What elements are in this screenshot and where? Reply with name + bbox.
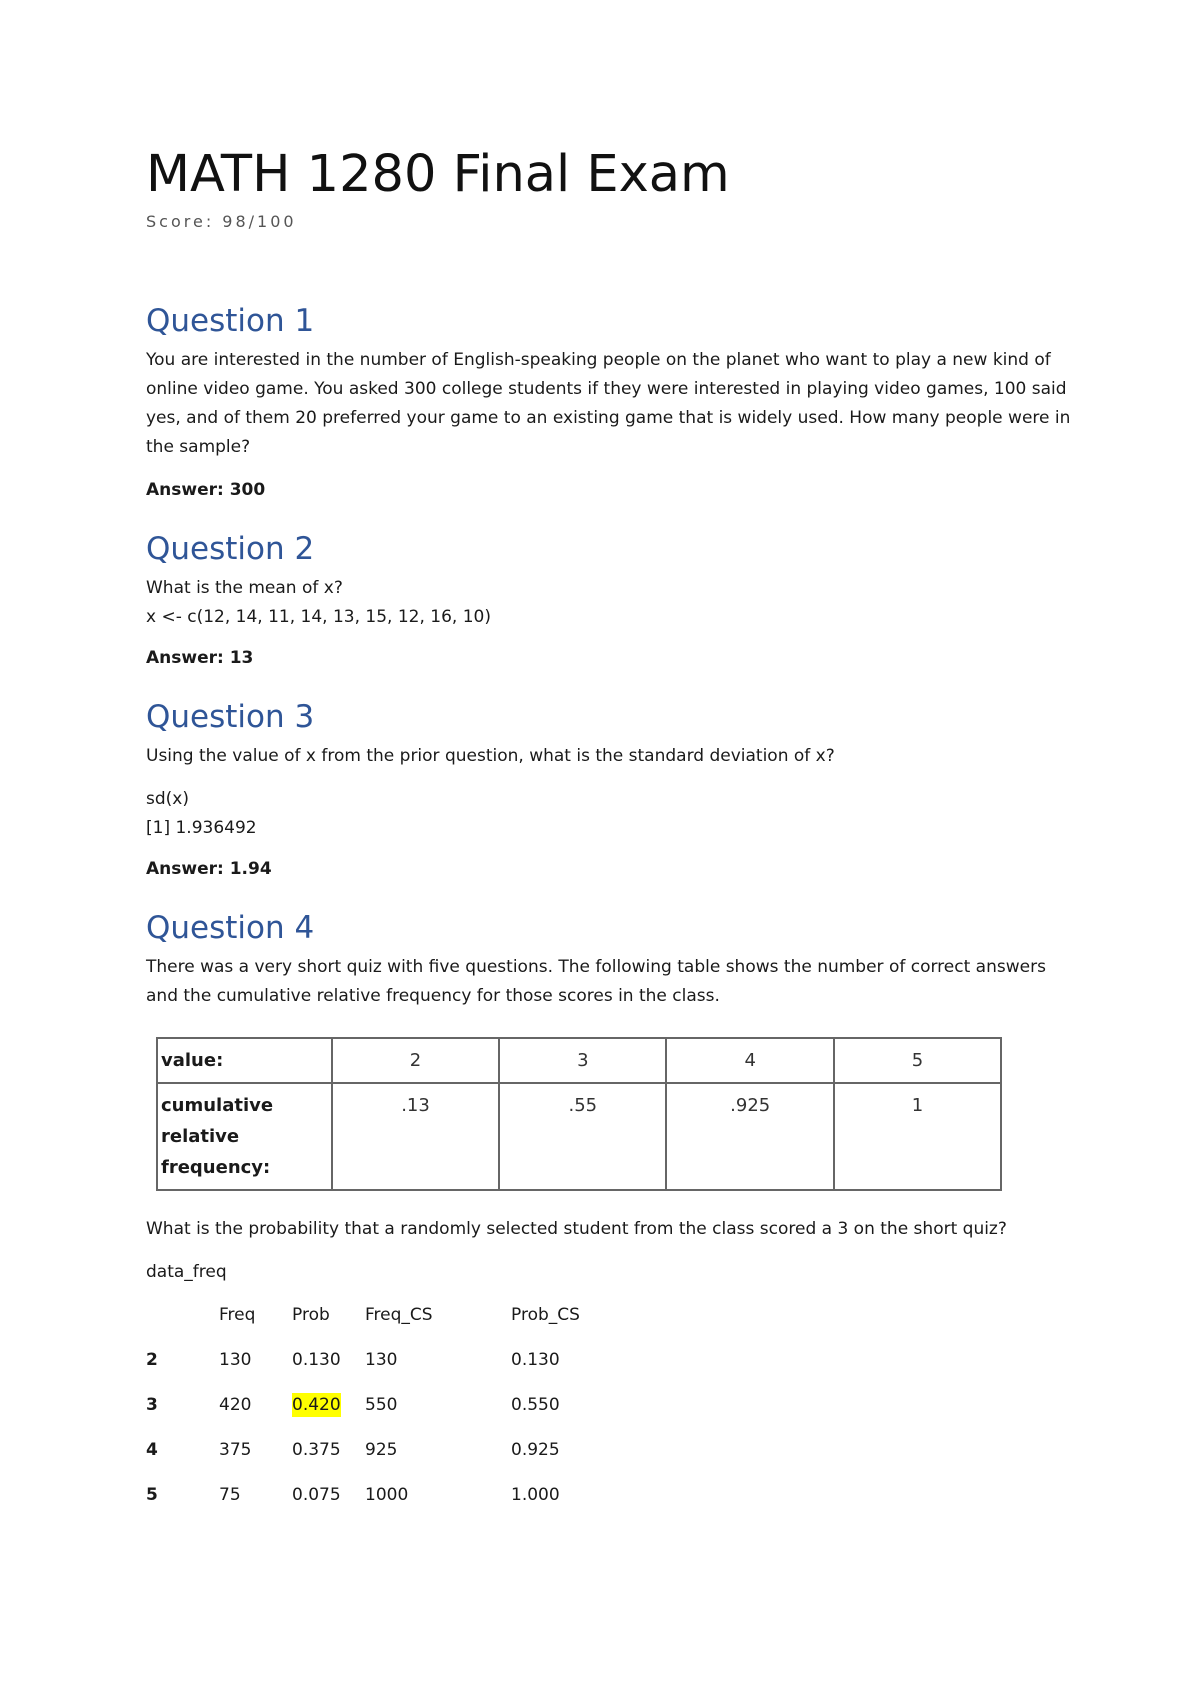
table-cell: 2 bbox=[332, 1038, 499, 1083]
score-line: Score: 98/100 bbox=[146, 212, 297, 231]
question-3-answer: Answer: 1.94 bbox=[146, 859, 272, 879]
row-label: 3 bbox=[146, 1395, 158, 1415]
cell: 1000 bbox=[365, 1485, 409, 1505]
question-3-text: Using the value of x from the prior question, what is the standard deviation of x? bbox=[146, 746, 835, 766]
table-row bbox=[157, 1038, 1001, 1083]
table-cell: .925 bbox=[666, 1083, 834, 1190]
exam-page bbox=[146, 144, 1076, 1528]
row-label: 4 bbox=[146, 1440, 158, 1460]
column-header: Freq bbox=[219, 1305, 256, 1325]
data-frame-row bbox=[146, 1393, 1076, 1438]
cell: 0.925 bbox=[511, 1440, 560, 1460]
table-cell: 1 bbox=[834, 1083, 1001, 1190]
cell: 0.075 bbox=[292, 1485, 341, 1505]
cell: 420 bbox=[219, 1395, 252, 1415]
question-4-text: There was a very short quiz with five questions. The following table shows the number of correct answers and the cumulative relative frequency for those scores in the class. bbox=[146, 957, 1046, 1006]
cell: 375 bbox=[219, 1440, 252, 1460]
data-frame-name: data_freq bbox=[146, 1262, 227, 1282]
table-cell: .13 bbox=[332, 1083, 499, 1190]
table-cell: 4 bbox=[666, 1038, 834, 1083]
cell: 75 bbox=[219, 1485, 241, 1505]
question-1-heading: Question 1 bbox=[146, 303, 315, 339]
cell: 1.000 bbox=[511, 1485, 560, 1505]
question-2-text: What is the mean of x? bbox=[146, 578, 343, 598]
cell: 0.130 bbox=[511, 1350, 560, 1370]
question-4-prompt: What is the probability that a randomly selected student from the class scored a 3 on the short quiz? bbox=[146, 1219, 1007, 1239]
table-cell: .55 bbox=[499, 1083, 666, 1190]
table-cell: 3 bbox=[499, 1038, 666, 1083]
data-frame-output bbox=[146, 1303, 1076, 1528]
highlighted-answer-cell: 0.420 bbox=[292, 1395, 341, 1415]
page-title: MATH 1280 Final Exam bbox=[146, 145, 730, 204]
data-frame-header bbox=[146, 1303, 1076, 1348]
row-label: 2 bbox=[146, 1350, 158, 1370]
cumulative-frequency-table bbox=[156, 1037, 1002, 1191]
question-1-text: You are interested in the number of English-speaking people on the planet who want to play a new kind of online video game. You asked 300 college students if they were interested in playing video games, 100 said yes, and of them 20 preferred your game to an existing game that is widely used. How many people were in the sample? bbox=[146, 350, 1071, 457]
question-2-code: x <- c(12, 14, 11, 14, 13, 15, 12, 16, 10) bbox=[146, 607, 492, 627]
question-4-heading: Question 4 bbox=[146, 910, 315, 946]
question-3-code-1: sd(x) bbox=[146, 789, 189, 809]
table-row-label: cumulative relative frequency: bbox=[157, 1083, 332, 1190]
question-3-code-2: [1] 1.936492 bbox=[146, 818, 257, 838]
table-row bbox=[157, 1083, 1001, 1190]
column-header: Freq_CS bbox=[365, 1305, 433, 1325]
cell: 0.550 bbox=[511, 1395, 560, 1415]
question-2-answer: Answer: 13 bbox=[146, 648, 254, 668]
row-label: 5 bbox=[146, 1485, 158, 1505]
cell: 130 bbox=[219, 1350, 252, 1370]
column-header: Prob bbox=[292, 1305, 330, 1325]
column-header: Prob_CS bbox=[511, 1305, 580, 1325]
cell: 925 bbox=[365, 1440, 398, 1460]
question-1-answer: Answer: 300 bbox=[146, 480, 266, 500]
cell: 130 bbox=[365, 1350, 398, 1370]
question-2-heading: Question 2 bbox=[146, 531, 315, 567]
data-frame-row bbox=[146, 1483, 1076, 1528]
table-row-label: value: bbox=[157, 1038, 332, 1083]
data-frame-row bbox=[146, 1348, 1076, 1393]
question-3-heading: Question 3 bbox=[146, 699, 315, 735]
cell: 550 bbox=[365, 1395, 398, 1415]
cell: 0.375 bbox=[292, 1440, 341, 1460]
cell: 0.130 bbox=[292, 1350, 341, 1370]
data-frame-row bbox=[146, 1438, 1076, 1483]
table-cell: 5 bbox=[834, 1038, 1001, 1083]
